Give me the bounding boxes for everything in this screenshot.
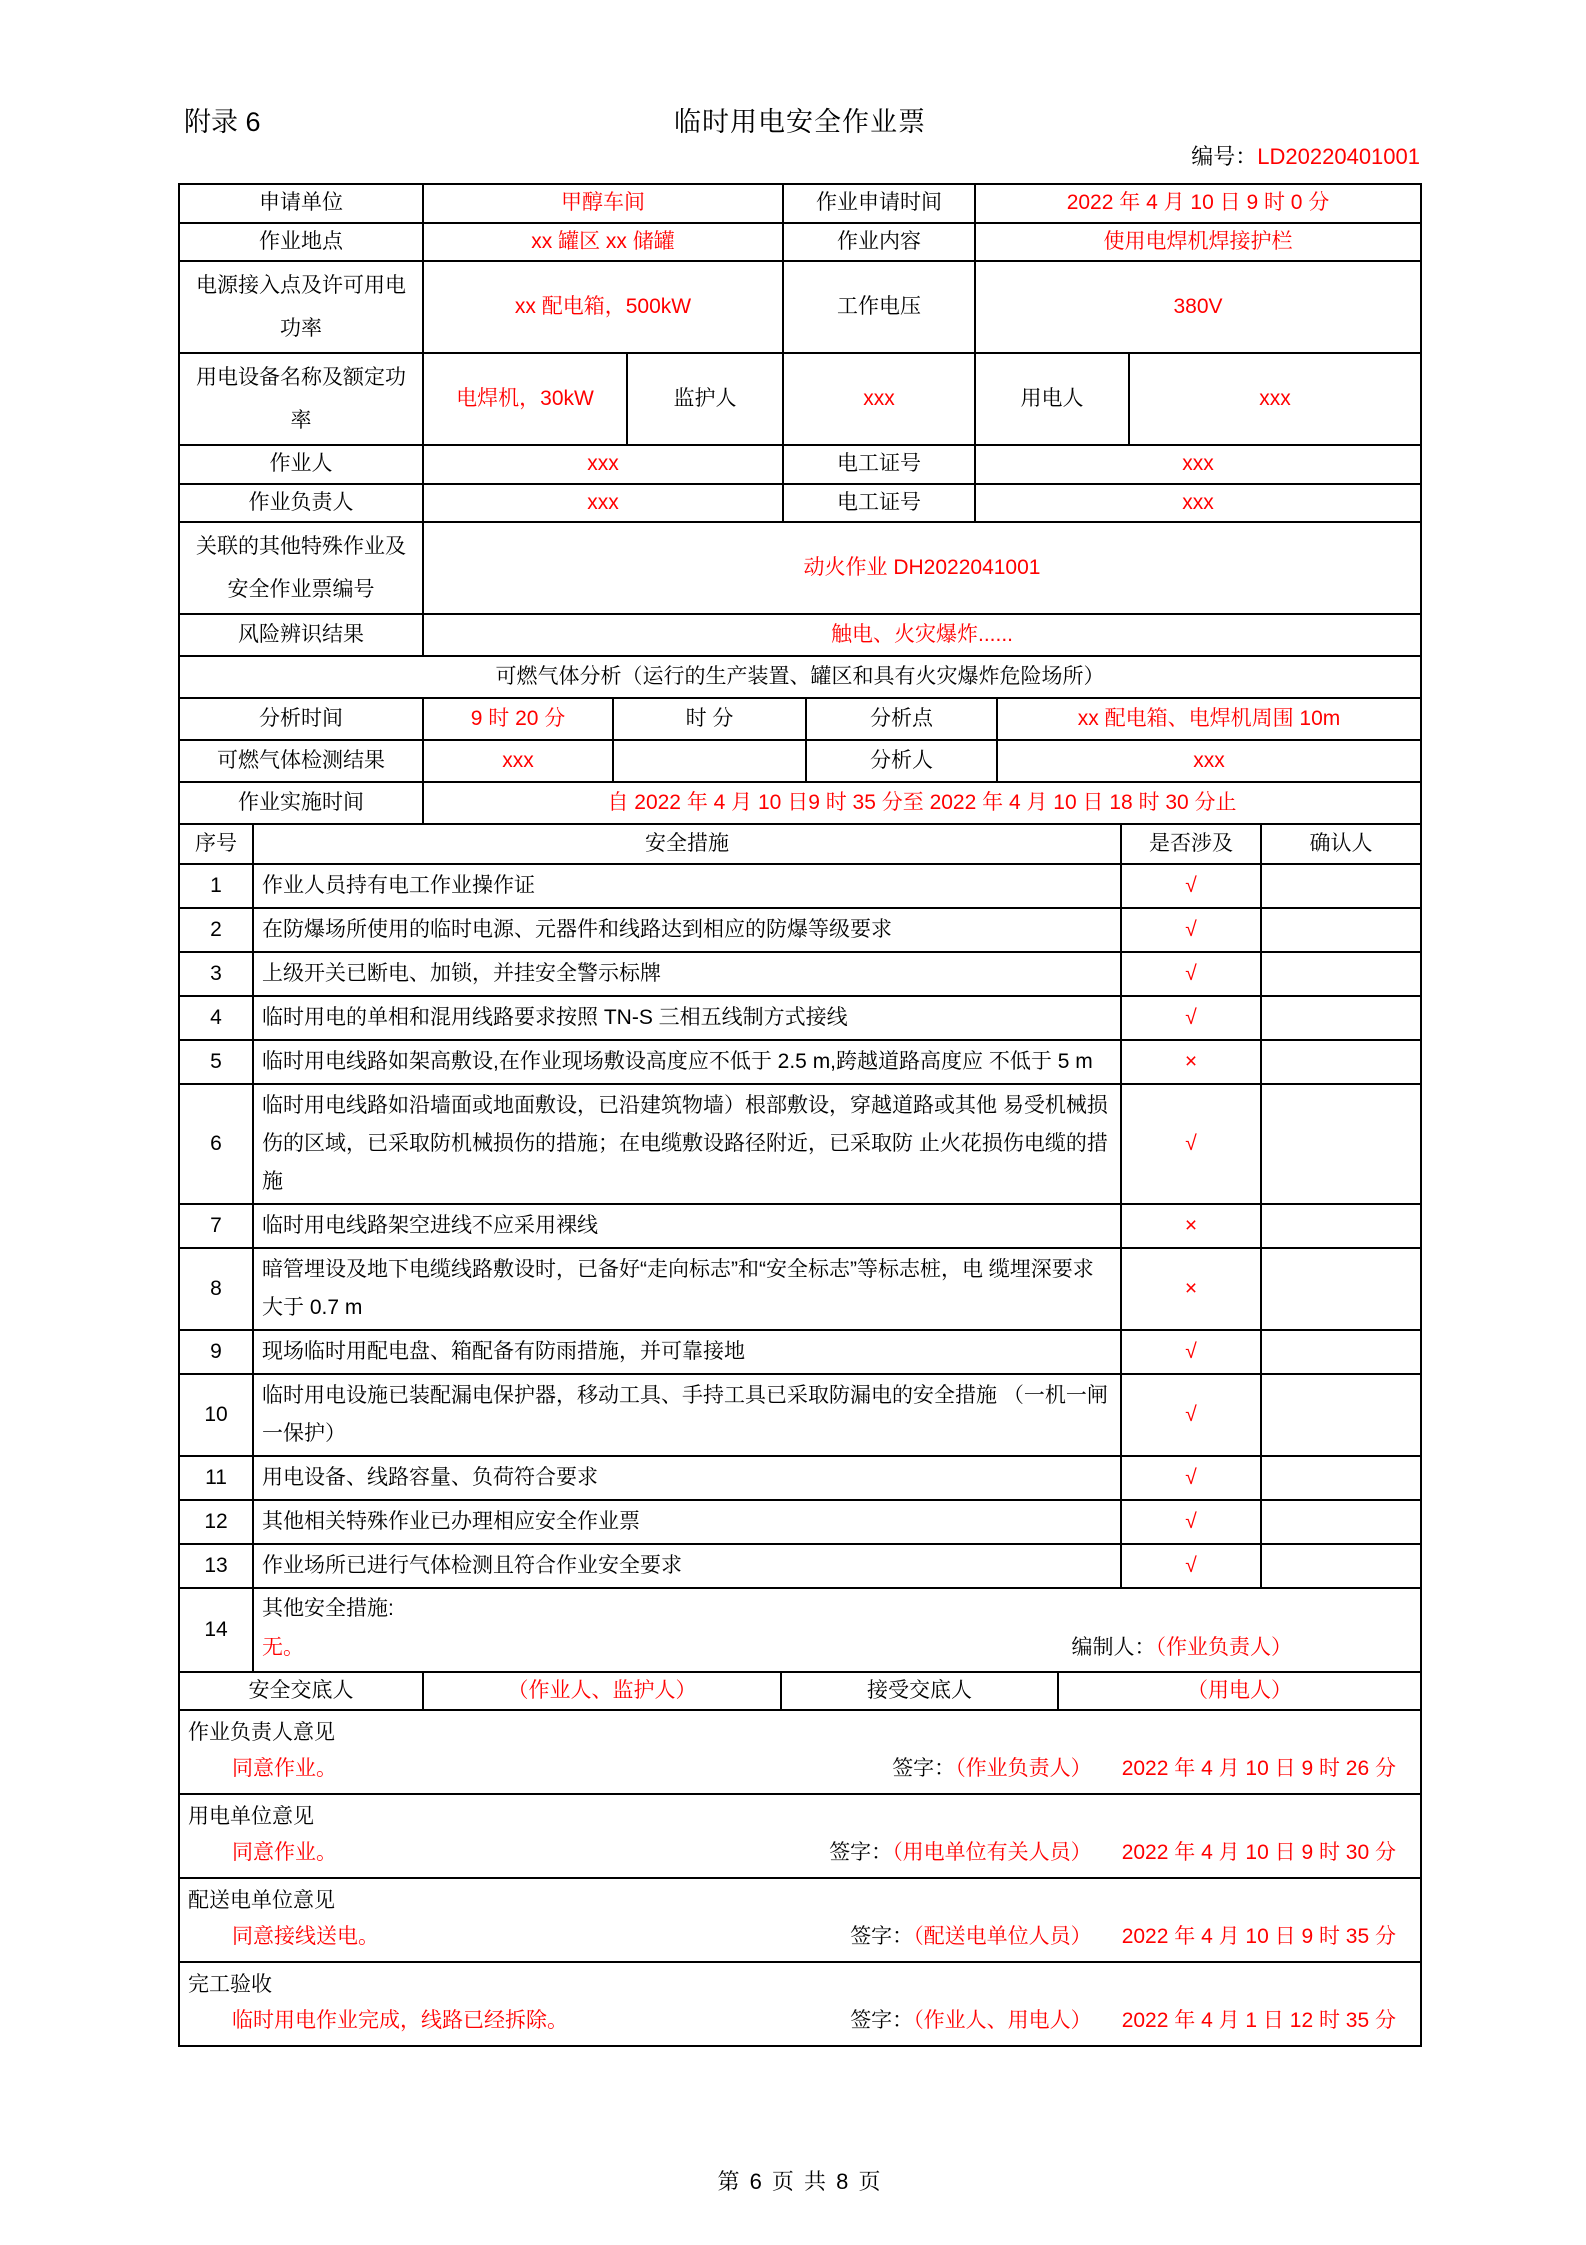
analyst-value: xxx — [1193, 749, 1225, 773]
safety-row-mark: √ — [1122, 1501, 1262, 1543]
doc-number-line — [178, 140, 1422, 171]
safety-row-mark: √ — [1122, 1375, 1262, 1455]
leader-value: xxx — [424, 485, 784, 522]
other-measures-value: 无。 — [262, 1636, 304, 1660]
worker-cert-value: xxx — [1182, 452, 1214, 476]
voltage-label: 工作电压 — [784, 262, 976, 352]
safety-row-no: 2 — [180, 909, 254, 951]
safety-row-confirm — [1262, 1501, 1420, 1543]
completion-acceptance-section — [180, 1963, 1420, 2045]
table-row — [180, 615, 1420, 657]
doc-number-value: LD20220401001 — [1257, 144, 1420, 169]
analysis-time-blank: 时 分 — [614, 699, 807, 739]
safety-row-confirm — [1262, 1085, 1420, 1203]
document-content — [178, 0, 1422, 2196]
briefing-receiver-value: （用电人） — [1187, 1678, 1292, 1702]
table-row — [180, 783, 1420, 825]
content-label: 作业内容 — [784, 224, 976, 261]
safety-row-mark: × — [1122, 1041, 1262, 1083]
electricity-user-label: 用电人 — [976, 354, 1130, 444]
safety-col-involved: 是否涉及 — [1122, 825, 1262, 863]
document-header — [178, 0, 1422, 140]
opinion-title: 完工验收 — [188, 1973, 272, 1997]
safety-col-confirm: 确认人 — [1309, 832, 1373, 856]
signer: （用电单位有关人员） — [892, 1840, 1092, 1864]
opinion-title: 配送电单位意见 — [188, 1889, 335, 1913]
table-row — [180, 699, 1420, 741]
safety-row-text: 在防爆场所使用的临时电源、元器件和线路达到相应的防爆等级要求 — [254, 909, 1122, 951]
safety-row-no: 1 — [180, 865, 254, 907]
opinion-text: 同意作业。 — [232, 1840, 337, 1864]
safety-row-no: 3 — [180, 953, 254, 995]
other-measures-label: 其他安全措施: — [262, 1597, 394, 1621]
safety-row-text: 作业人员持有电工作业操作证 — [254, 865, 1122, 907]
sign-time: 2022 年 4 月 1 日 12 时 35 分 — [1121, 2008, 1396, 2032]
guardian-value: xxx — [784, 354, 976, 444]
worker-cert-label: 电工证号 — [784, 446, 976, 483]
safety-row-text: 上级开关已断电、加锁，并挂安全警示标牌 — [254, 953, 1122, 995]
safety-row-mark: √ — [1122, 909, 1262, 951]
page-footer: 第 6 页 共 8 页 — [717, 2169, 883, 2195]
safety-row-confirm — [1262, 1205, 1420, 1247]
guardian-label: 监护人 — [628, 354, 784, 444]
electricity-user-value: xxx — [1259, 386, 1291, 410]
safety-header-row — [180, 825, 1420, 865]
leader-cert-value: xxx — [1182, 490, 1214, 514]
safety-row-text: 临时用电的单相和混用线路要求按照 TN-S 三相五线制方式接线 — [254, 997, 1122, 1039]
table-row — [180, 185, 1420, 224]
safety-row-text: 作业场所已进行气体检测且符合作业安全要求 — [254, 1545, 1122, 1587]
safety-row-text: 现场临时用配电盘、箱配备有防雨措施，并可靠接地 — [254, 1331, 1122, 1373]
safety-row-no: 11 — [180, 1457, 254, 1499]
safety-row-text: 临时用电线路如沿墙面或地面敷设，已沿建筑物墙）根部敷设，穿越道路或其他 易受机械损伤的区域，已采取防机械损伤的措施；在电缆敷设路径附近，已采取防 止火花损伤电缆的措施 — [254, 1085, 1122, 1203]
doc-number-label: 编号： — [1191, 144, 1258, 169]
safety-row — [180, 1331, 1420, 1375]
analysis-point-label: 分析点 — [807, 699, 998, 739]
apply-time-label: 作业申请时间 — [784, 185, 976, 222]
safety-row-text: 临时用电设施已装配漏电保护器，移动工具、手持工具已采取防漏电的安全措施 （一机一闸一保护） — [254, 1375, 1122, 1455]
safety-row-text: 用电设备、线路容量、负荷符合要求 — [254, 1457, 1122, 1499]
gas-analysis-banner: 可燃气体分析（运行的生产装置、罐区和具有火灾爆炸危险场所） — [495, 665, 1105, 689]
work-time-value: 自 2022 年 4 月 10 日9 时 35 分至 2022 年 4 月 10 日 18 时 30 分止 — [607, 791, 1237, 815]
briefing-receiver-label: 接受交底人 — [782, 1673, 1059, 1710]
work-time-label: 作业实施时间 — [180, 783, 424, 823]
leader-cert-label: 电工证号 — [784, 485, 976, 522]
safety-row-confirm — [1262, 1457, 1420, 1499]
safety-row-confirm — [1262, 865, 1420, 907]
safety-row — [180, 909, 1420, 953]
safety-row-confirm — [1262, 1375, 1420, 1455]
safety-row-confirm — [1262, 1249, 1420, 1329]
sign-time: 2022 年 4 月 10 日 9 时 26 分 — [1121, 1756, 1396, 1780]
equipment-label: 用电设备名称及额定功率 — [180, 354, 424, 444]
voltage-value: 380V — [1173, 294, 1223, 318]
analysis-time-label: 分析时间 — [180, 699, 424, 739]
safety-row-no: 6 — [180, 1085, 254, 1203]
content-value: 使用电焊机焊接护栏 — [1103, 229, 1293, 253]
safety-row-confirm — [1262, 909, 1420, 951]
briefing-giver-value: （作业人、监护人） — [424, 1673, 782, 1710]
leader-opinion-section — [180, 1711, 1420, 1795]
opinion-text: 同意接线送电。 — [232, 1924, 379, 1948]
safety-row-no: 8 — [180, 1249, 254, 1329]
safety-row-text: 临时用电线路如架高敷设,在作业现场敷设高度应不低于 2.5 m,跨越道路高度应 不低于 5 m — [254, 1041, 1122, 1083]
opinion-box — [180, 1711, 1420, 1793]
power-point-value: xx 配电箱，500kW — [424, 262, 784, 352]
safety-row — [180, 1545, 1420, 1589]
table-row — [180, 485, 1420, 524]
safety-row-no: 13 — [180, 1545, 254, 1587]
related-work-label: 关联的其他特殊作业及安全作业票编号 — [180, 523, 424, 613]
safety-row — [180, 997, 1420, 1041]
table-row — [180, 523, 1420, 615]
apply-time-value: 2022 年 4 月 10 日 9 时 0 分 — [1066, 191, 1330, 214]
briefing-row — [180, 1673, 1420, 1712]
other-measures-cell — [254, 1589, 1420, 1670]
safety-row-mark: √ — [1122, 865, 1262, 907]
apply-unit-label: 申请单位 — [180, 185, 424, 222]
signer: （配送电单位人员） — [913, 1924, 1092, 1948]
location-value: xx 罐区 xx 储罐 — [424, 224, 784, 261]
analysis-time-value: 9 时 20 分 — [424, 699, 614, 739]
safety-row-text: 临时用电线路架空进线不应采用裸线 — [254, 1205, 1122, 1247]
safety-row-no: 4 — [180, 997, 254, 1039]
apply-unit-value: 甲醇车间 — [424, 185, 784, 222]
location-label: 作业地点 — [180, 224, 424, 261]
safety-row-confirm — [1262, 953, 1420, 995]
safety-row-mark: √ — [1122, 1085, 1262, 1203]
safety-row — [180, 1249, 1420, 1331]
briefing-giver-label: 安全交底人 — [180, 1673, 424, 1710]
safety-row-no: 12 — [180, 1501, 254, 1543]
worker-value: xxx — [424, 446, 784, 483]
risk-value: 触电、火灾爆炸...... — [830, 623, 1013, 647]
appendix-label: 附录 6 — [184, 107, 261, 137]
safety-row — [180, 1205, 1420, 1249]
sign-label: 签字： — [829, 1840, 893, 1864]
safety-row-no: 14 — [180, 1589, 254, 1670]
table-row — [180, 741, 1420, 783]
gas-result-label: 可燃气体检测结果 — [180, 741, 424, 781]
table-row — [180, 262, 1420, 354]
table-row — [180, 354, 1420, 446]
safety-row-other — [180, 1589, 1420, 1672]
opinion-title: 用电单位意见 — [188, 1805, 314, 1829]
opinion-text: 临时用电作业完成，线路已经拆除。 — [232, 2008, 568, 2032]
analysis-point-value: xx 配电箱、电焊机周围 10m — [1077, 707, 1341, 731]
safety-row-confirm — [1262, 1041, 1420, 1083]
safety-row — [180, 1375, 1420, 1457]
worker-label: 作业人 — [180, 446, 424, 483]
opinion-text: 同意作业。 — [232, 1756, 337, 1780]
sign-label: 签字： — [850, 2008, 914, 2032]
analyst-label: 分析人 — [807, 741, 998, 781]
compiler-label: 编制人： — [1071, 1636, 1156, 1660]
sign-label: 签字： — [850, 1924, 914, 1948]
opinion-box — [180, 1795, 1420, 1877]
safety-row-text: 其他相关特殊作业已办理相应安全作业票 — [254, 1501, 1122, 1543]
sign-time: 2022 年 4 月 10 日 9 时 35 分 — [1121, 1924, 1396, 1948]
work-permit-table — [178, 183, 1422, 2047]
safety-row — [180, 953, 1420, 997]
related-work-value: 动火作业 DH2022041001 — [803, 556, 1041, 580]
table-row — [180, 446, 1420, 485]
risk-label: 风险辨识结果 — [180, 615, 424, 655]
safety-row-mark: × — [1122, 1205, 1262, 1247]
safety-row-text: 暗管埋设及地下电缆线路敷设时，已备好“走向标志”和“安全标志”等标志桩，电 缆埋深要求大于 0.7 m — [254, 1249, 1122, 1329]
opinion-title: 作业负责人意见 — [188, 1721, 335, 1745]
signer: （作业负责人） — [955, 1756, 1092, 1780]
safety-row-no: 10 — [180, 1375, 254, 1455]
safety-row-mark: √ — [1122, 1545, 1262, 1587]
power-supply-unit-opinion-section — [180, 1879, 1420, 1963]
safety-row-mark: √ — [1122, 953, 1262, 995]
safety-row — [180, 1085, 1420, 1205]
table-row — [180, 224, 1420, 263]
table-row — [180, 657, 1420, 699]
leader-label: 作业负责人 — [180, 485, 424, 522]
safety-row-confirm — [1262, 1331, 1420, 1373]
opinion-box — [180, 1963, 1420, 2045]
compiler-value: （作业负责人） — [1155, 1636, 1292, 1660]
safety-row-mark: √ — [1122, 1457, 1262, 1499]
safety-row-confirm — [1262, 1545, 1420, 1587]
safety-row — [180, 1041, 1420, 1085]
gas-result-value: xxx — [424, 741, 614, 781]
equipment-value: 电焊机，30kW — [424, 354, 628, 444]
safety-row-mark: × — [1122, 1249, 1262, 1329]
user-unit-opinion-section — [180, 1795, 1420, 1879]
safety-row — [180, 865, 1420, 909]
signer: （作业人、用电人） — [913, 2008, 1092, 2032]
sign-label: 签字： — [892, 1756, 956, 1780]
safety-row — [180, 1501, 1420, 1545]
safety-col-measure: 安全措施 — [254, 825, 1122, 863]
safety-row-confirm — [1262, 997, 1420, 1039]
safety-row — [180, 1457, 1420, 1501]
sign-time: 2022 年 4 月 10 日 9 时 30 分 — [1121, 1840, 1396, 1864]
gas-result-blank — [614, 741, 807, 781]
safety-row-no: 7 — [180, 1205, 254, 1247]
safety-col-no: 序号 — [180, 825, 254, 863]
safety-row-no: 9 — [180, 1331, 254, 1373]
safety-row-mark: √ — [1122, 1331, 1262, 1373]
page-title: 临时用电安全作业票 — [674, 107, 926, 137]
opinion-box — [180, 1879, 1420, 1961]
power-point-label: 电源接入点及许可用电功率 — [180, 262, 424, 352]
safety-row-no: 5 — [180, 1041, 254, 1083]
safety-row-mark: √ — [1122, 997, 1262, 1039]
